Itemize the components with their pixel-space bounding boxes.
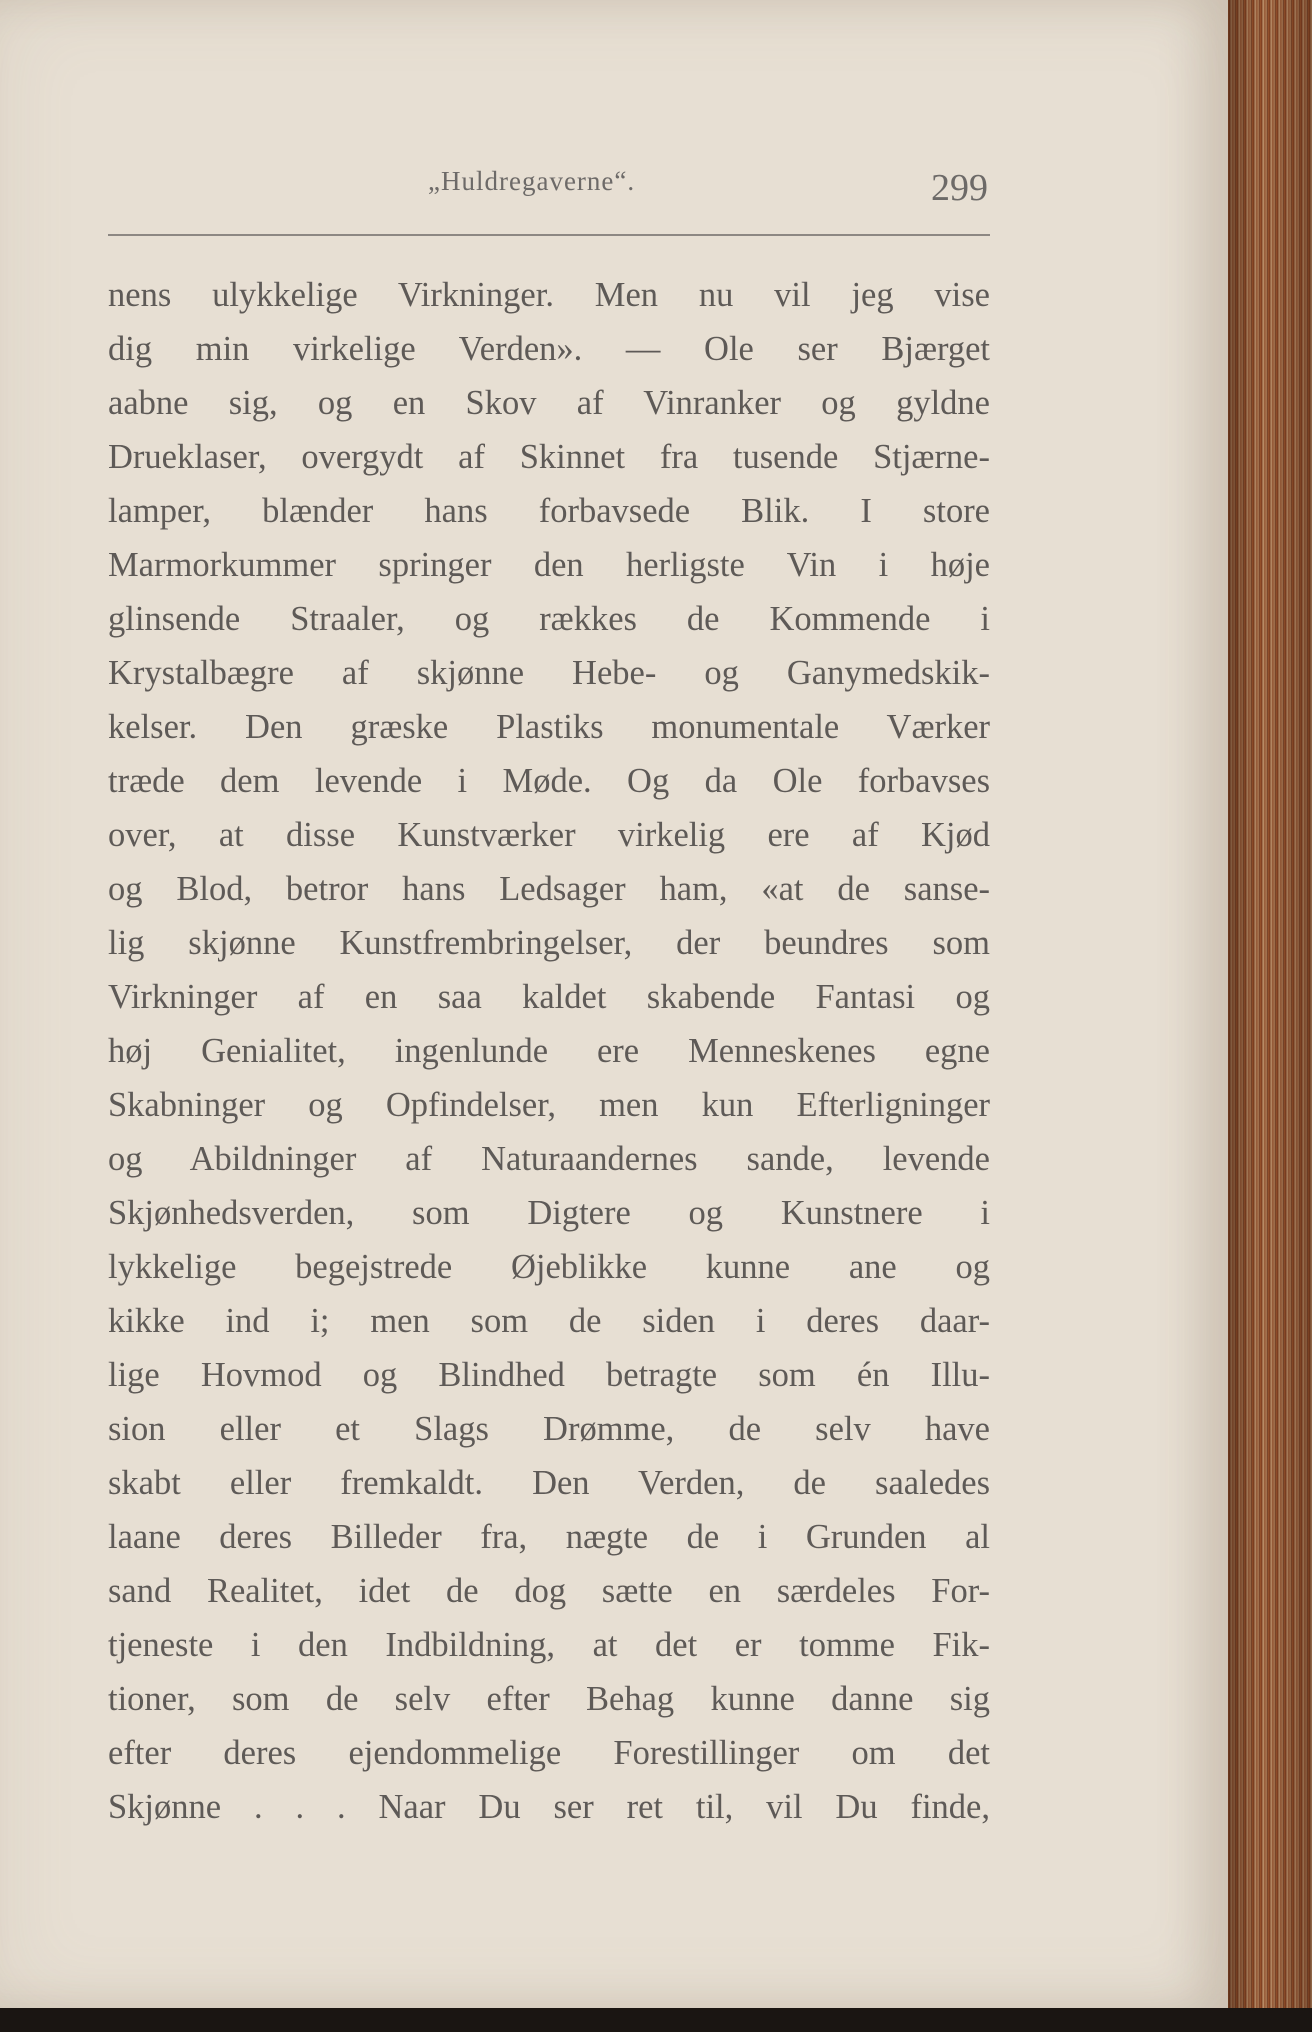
- text-line: sand Realitet, idet de dog sætte en særdeles For-: [108, 1572, 990, 1610]
- text-line: høj Genialitet, ingenlunde ere Menneskenes egne: [108, 1032, 990, 1070]
- text-line: laane deres Billeder fra, nægte de i Grunden al: [108, 1518, 990, 1556]
- text-line: Skjønne . . . Naar Du ser ret til, vil Du finde,: [108, 1788, 990, 1826]
- text-line: lykkelige begejstrede Øjeblikke kunne ane og: [108, 1248, 990, 1286]
- text-line: og Abildninger af Naturaandernes sande, levende: [108, 1140, 990, 1178]
- text-line: glinsende Straaler, og rækkes de Kommende i: [108, 600, 990, 638]
- fore-edge-shadow: [1228, 0, 1312, 2010]
- running-title: „Huldregaverne“.: [428, 166, 636, 196]
- text-line: skabt eller fremkaldt. Den Verden, de saaledes: [108, 1464, 990, 1502]
- text-line: Skabninger og Opfindelser, men kun Efterligninger: [108, 1086, 990, 1124]
- text-line: lig skjønne Kunstfrembringelser, der beundres som: [108, 924, 990, 962]
- text-line: sion eller et Slags Drømme, de selv have: [108, 1410, 990, 1448]
- text-line: tioner, som de selv efter Behag kunne danne sig: [108, 1680, 990, 1718]
- text-line: kelser. Den græske Plastiks monumentale Værker: [108, 708, 990, 746]
- header-rule: [108, 234, 990, 236]
- text-line: træde dem levende i Møde. Og da Ole forbavses: [108, 762, 990, 800]
- text-line: Drueklaser, overgydt af Skinnet fra tusende Stjærne-: [108, 438, 990, 476]
- text-line: aabne sig, og en Skov af Vinranker og gyldne: [108, 384, 990, 422]
- text-line: lige Hovmod og Blindhed betragte som én Illu-: [108, 1356, 990, 1394]
- text-line: lamper, blænder hans forbavsede Blik. I store: [108, 492, 990, 530]
- text-line: og Blod, betror hans Ledsager ham, «at de sanse-: [108, 870, 990, 908]
- text-line: nens ulykkelige Virkninger. Men nu vil jeg vise: [108, 276, 990, 314]
- text-line: Krystalbægre af skjønne Hebe- og Ganymedskik-: [108, 654, 990, 692]
- text-line: Virkninger af en saa kaldet skabende Fantasi og: [108, 978, 990, 1016]
- text-line: dig min virkelige Verden». — Ole ser Bjærget: [108, 330, 990, 368]
- text-line: over, at disse Kunstværker virkelig ere af Kjød: [108, 816, 990, 854]
- text-line: Marmorkummer springer den herligste Vin i høje: [108, 546, 990, 584]
- text-line: kikke ind i; men som de siden i deres daar-: [108, 1302, 990, 1340]
- scan-background: [0, 2008, 1312, 2032]
- text-line: Skjønhedsverden, som Digtere og Kunstnere i: [108, 1194, 990, 1232]
- body-text: [108, 268, 990, 1834]
- running-head: [108, 162, 988, 222]
- page-number: 299: [931, 167, 988, 209]
- text-line: tjeneste i den Indbildning, at det er tomme Fik-: [108, 1626, 990, 1664]
- text-line: efter deres ejendommelige Forestillinger om det: [108, 1734, 990, 1772]
